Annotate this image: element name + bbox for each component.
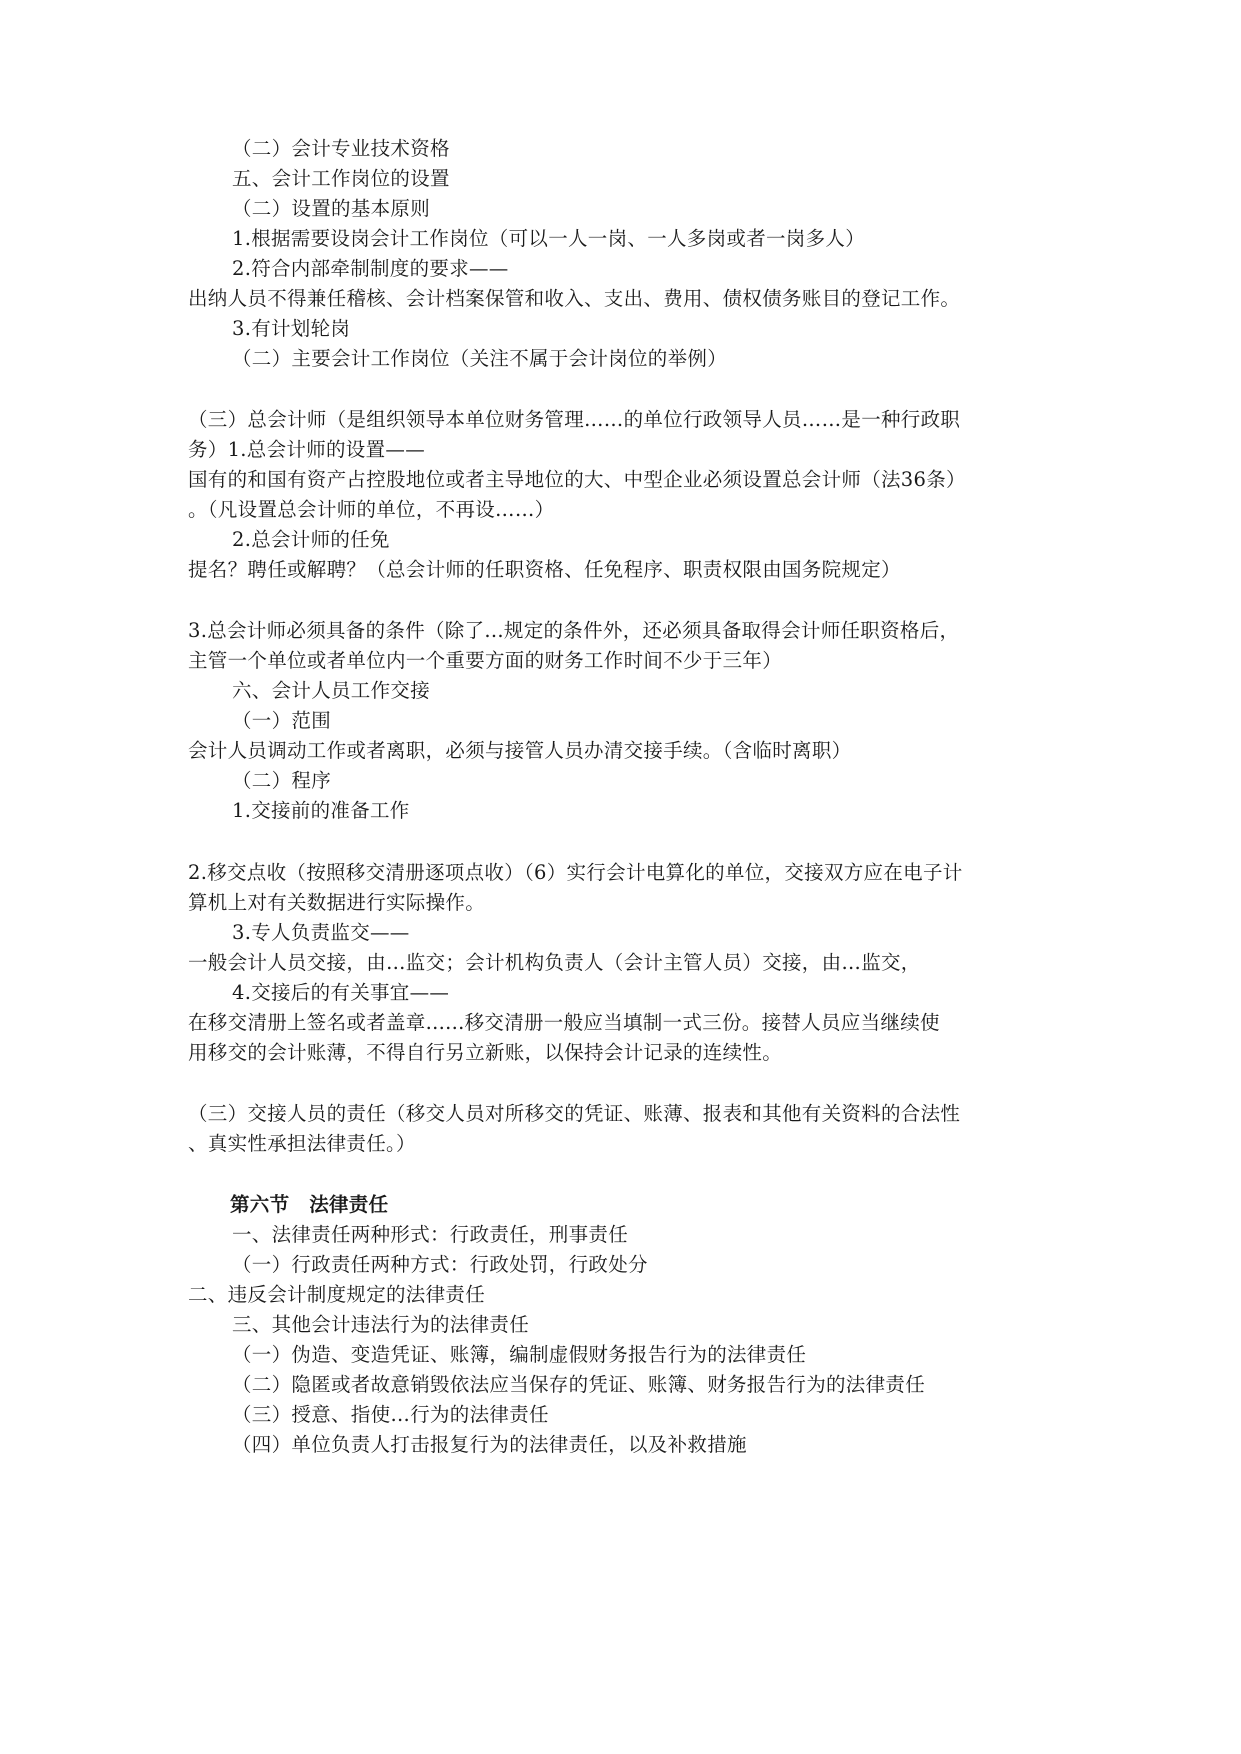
text-line: 主管一个单位或者单位内一个重要方面的财务工作时间不少于三年）: [188, 649, 783, 672]
text-line: （三）授意、指使…行为的法律责任: [232, 1403, 549, 1426]
text-line: 在移交清册上签名或者盖章......移交清册一般应当填制一式三份。接替人员应当继续使: [188, 1011, 940, 1034]
text-line: （二）隐匿或者故意销毁依法应当保存的凭证、账簿、财务报告行为的法律责任: [232, 1373, 926, 1396]
text-line: 3.专人负责监交——: [232, 921, 410, 944]
text-line: （三）交接人员的责任（移交人员对所移交的凭证、账薄、报表和其他有关资料的合法性: [188, 1102, 961, 1125]
text-line: 务）1.总会计师的设置——: [188, 438, 426, 461]
text-line: 3.有计划轮岗: [232, 317, 351, 340]
text-line: 一般会计人员交接，由…监交；会计机构负责人（会计主管人员）交接，由…监交，: [188, 951, 921, 974]
text-line: （二）设置的基本原则: [232, 197, 431, 220]
text-line: 。（凡设置总会计师的单位，不再设……）: [188, 498, 555, 521]
text-line: 用移交的会计账薄，不得自行另立新账，以保持会计记录的连续性。: [188, 1041, 783, 1064]
text-line: 六、会计人员工作交接: [232, 679, 431, 702]
text-line: 2.符合内部牵制制度的要求——: [232, 257, 509, 280]
text-line: 2.移交点收（按照移交清册逐项点收）（6）实行会计电算化的单位，交接双方应在电子计: [188, 861, 963, 884]
section-heading: 第六节 法律责任: [230, 1193, 389, 1216]
text-line: 出纳人员不得兼任稽核、会计档案保管和收入、支出、费用、债权债务账目的登记工作。: [188, 287, 961, 310]
text-line: （三）总会计师（是组织领导本单位财务管理……的单位行政领导人员……是一种行政职: [188, 408, 961, 431]
text-line: 3.总会计师必须具备的条件（除了...规定的条件外，还必须具备取得会计师任职资格后，: [188, 619, 960, 642]
text-line: 三、其他会计违法行为的法律责任: [232, 1313, 530, 1336]
text-line: 会计人员调动工作或者离职，必须与接管人员办清交接手续。（含临时离职）: [188, 739, 852, 762]
text-line: （二）主要会计工作岗位（关注不属于会计岗位的举例）: [232, 347, 728, 370]
text-line: 1.交接前的准备工作: [232, 799, 410, 822]
text-line: 五、会计工作岗位的设置: [232, 167, 450, 190]
text-line: 一、法律责任两种形式：行政责任，刑事责任: [232, 1223, 629, 1246]
text-line: 算机上对有关数据进行实际操作。: [188, 891, 486, 914]
text-line: （四）单位负责人打击报复行为的法律责任，以及补救措施: [232, 1433, 747, 1456]
text-line: （一）伪造、变造凭证、账簿，编制虚假财务报告行为的法律责任: [232, 1343, 807, 1366]
text-line: （二）会计专业技术资格: [232, 137, 450, 160]
text-line: 二、违反会计制度规定的法律责任: [188, 1283, 486, 1306]
text-line: 、真实性承担法律责任。）: [188, 1132, 416, 1155]
text-line: （二）程序: [232, 769, 332, 792]
text-line: 1.根据需要设岗会计工作岗位（可以一人一岗、一人多岗或者一岗多人）: [232, 227, 866, 250]
text-line: 4.交接后的有关事宜——: [232, 981, 450, 1004]
text-line: 2.总会计师的任免: [232, 528, 390, 551]
text-line: （一）行政责任两种方式：行政处罚，行政处分: [232, 1253, 648, 1276]
text-line: 提名？聘任或解聘？（总会计师的任职资格、任免程序、职责权限由国务院规定）: [188, 558, 901, 581]
text-line: （一）范围: [232, 709, 332, 732]
text-line: 国有的和国有资产占控股地位或者主导地位的大、中型企业必须设置总会计师（法36条）: [188, 468, 966, 491]
